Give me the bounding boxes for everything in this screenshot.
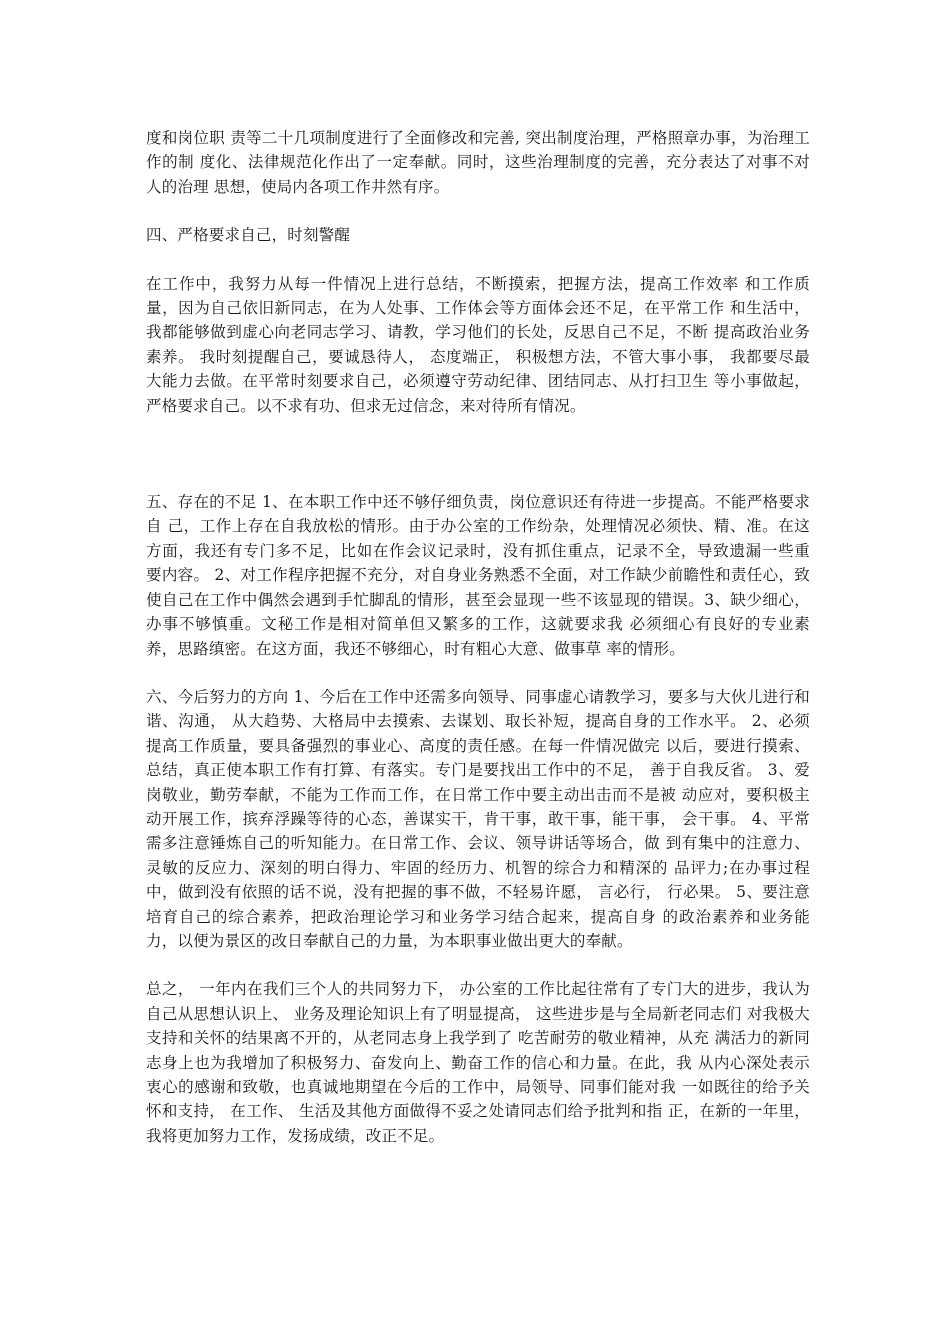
paragraph-spacer <box>146 661 810 685</box>
paragraph-spacer <box>146 953 810 977</box>
section-spacer <box>146 418 810 490</box>
paragraph-spacer <box>146 199 810 223</box>
paragraph-spacer <box>146 248 810 272</box>
section-heading-self-discipline: 四、严格要求自己，时刻警醒 <box>146 226 351 245</box>
paragraph-conclusion: 总之， 一年内在我们三个人的共同努力下， 办公室的工作比起往常有了专门大的进步，我认为自己从思想认识上、 业务及理论知识上有了明显提高， 这些进步是与全局新老同志们 对我极大支持和关怀的结果离不开的，从老同志身上我学到了 吃苦耐劳的敬业精神，从充 满活力的新同志身上也为我增加了积极努力、奋发向上、勤奋工作的信心和力量。在此，我 从内心深处表示衷心的感谢和致敬，也真诚地期望在今后的工作中，局领导、同事们能对我 一如既往的给予关怀和支持， 在工作、 生活及其他方面做得不妥之处请同志们给予批判和指 正，在新的一年里，我将更加努力工作，发扬成绩，改正不足。 <box>146 980 810 1145</box>
paragraph-system-governance: 度和岗位职 责等二十几项制度进行了全面修改和完善, 突出制度治理，严格照章办事，为治理工作的制 度化、法律规范化作出了一定奉献。同时，这些治理制度的完善，充分表达了对事不对人的治理 思想，使局内各项工作井然有序。 <box>146 129 810 196</box>
paragraph-shortcomings: 五、存在的不足 1、在本职工作中还不够仔细负责，岗位意识还有待进一步提高。不能严格要求自 己，工作上存在自我放松的情形。由于办公室的工作纷杂，处理情况必须快、精、准。在这 方面，我还有专门多不足，比如在作会议记录时，没有抓住重点，记录不全，导致遗漏一些重 要内容。 2、对工作程序把握不充分，对自身业务熟悉不全面，对工作缺少前瞻性和责任心，致使自己在工作中偶然会遇到手忙脚乱的情形，甚至会显现一些不该显现的错误。3、缺少细心，办事不够慎重。文秘工作是相对简单但又繁多的工作，这就要求我 必须细心有良好的专业素养，思路缜密。在这方面，我还不够细心，时有粗心大意、做事草 率的情形。 <box>146 493 810 658</box>
paragraph-future-direction: 六、今后努力的方向 1、今后在工作中还需多向领导、同事虚心请教学习，要多与大伙儿进行和谐、沟通， 从大趋势、大格局中去摸索、去谋划、取长补短，提高自身的工作水平。 2、必须提高工作质量，要具备强烈的事业心、高度的责任感。在每一件情况做完 以后，要进行摸索、总结，真正使本职工作有打算、有落实。专门是要找出工作中的不足， 善于自我反省。 3、爱岗敬业，勤劳奉献，不能为工作而工作，在日常工作中要主动出击而不是被 动应对，要积极主动开展工作，摈弃浮躁等待的心态，善谋实干，肯干事，敢干事，能干事， 会干事。 4、平常需多注意锤炼自己的听知能力。在日常工作、会议、领导讲话等场合，做 到有集中的注意力、灵敏的反应力、深刻的明白得力、牢固的经历力、机智的综合力和精深的 品评力;在办事过程中，做到没有依照的话不说，没有把握的事不做，不轻易许愿， 言必行， 行必果。 5、要注意培育自己的综合素养，把政治理论学习和业务学习结合起来，提高自身 的政治素养和业务能力，以便为景区的改日奉献自己的力量，为本职事业做出更大的奉献。 <box>146 687 810 950</box>
paragraph-self-discipline: 在工作中，我努力从每一件情况上进行总结，不断摸索，把握方法，提高工作效率 和工作质量，因为自己依旧新同志，在为人处事、工作体会等方面体会还不足，在平常工作 和生活中，我都能够做到虚心向老同志学习、请教，学习他们的长处，反思自己不足，不断 提高政治业务素养。 我时刻提醒自己，要诚恳待人， 态度端正， 积极想方法，不管大事小事， 我都要尽最大能力去做。在平常时刻要求自己，必须遵守劳动纪律、团结同志、从打扫卫生 等小事做起，严格要求自己。以不求有功、但求无过信念，来对待所有情况。 <box>146 274 810 415</box>
document-body <box>146 126 810 1148</box>
